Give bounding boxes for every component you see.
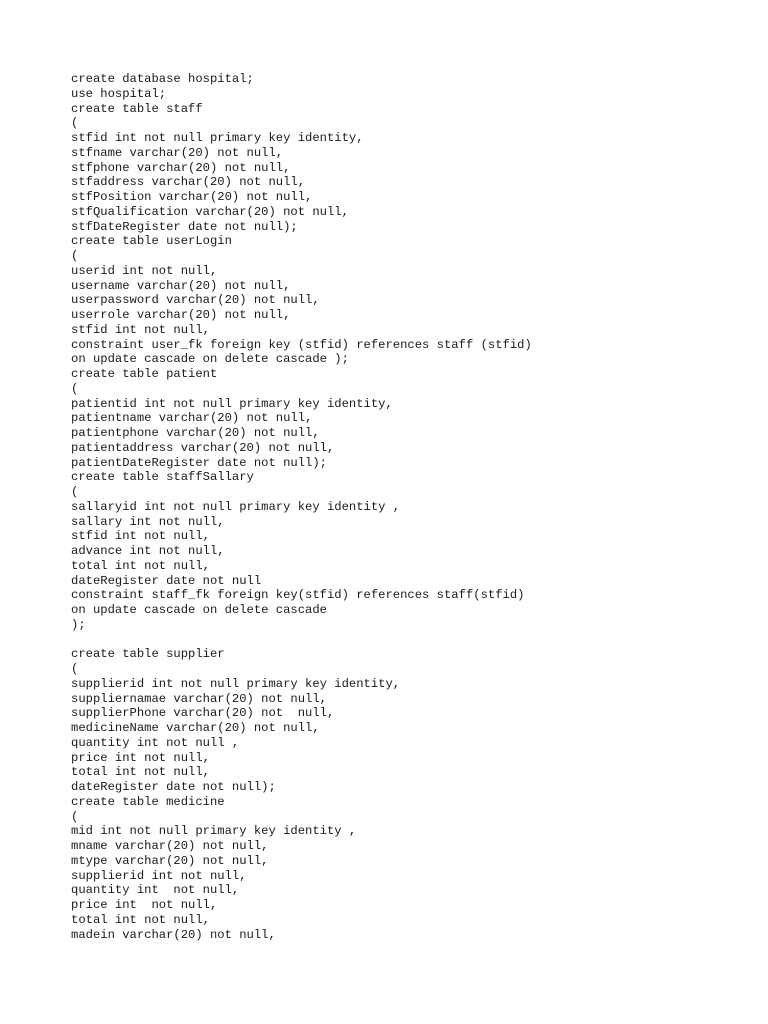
- code-line: userid int not null,: [71, 263, 218, 278]
- code-line: patientid int not null primary key identity,: [71, 396, 393, 411]
- code-line: (: [71, 485, 79, 499]
- code-line: patientname varchar(20) not null,: [71, 411, 313, 426]
- code-line: supplierid int not null,: [71, 868, 247, 883]
- code-line: create table staffSallary: [71, 470, 254, 485]
- code-line: price int not null,: [71, 750, 210, 765]
- code-line: dateRegister date not null: [71, 573, 262, 588]
- code-line: total int not null,: [71, 912, 210, 927]
- code-line: dateRegister date not null);: [71, 780, 276, 794]
- code-line: quantity int not null,: [71, 883, 240, 898]
- code-line: stfPosition varchar(20) not null,: [71, 190, 313, 204]
- code-line: stfid int not null,: [71, 529, 210, 544]
- sql-code-block: [71, 72, 532, 942]
- code-line: mtype varchar(20) not null,: [71, 853, 269, 868]
- code-line: sallary int not null,: [71, 514, 225, 529]
- code-line: (: [71, 249, 79, 263]
- code-line: mid int not null primary key identity ,: [71, 824, 357, 839]
- code-line: stfphone varchar(20) not null,: [71, 160, 291, 175]
- code-line: create table supplier: [71, 647, 225, 662]
- code-line: create table staff: [71, 101, 203, 116]
- code-line: stfaddress varchar(20) not null,: [71, 175, 306, 190]
- code-line: quantity int not null ,: [71, 735, 240, 750]
- code-line: [71, 633, 532, 648]
- code-line: total int not null,: [71, 558, 210, 573]
- code-line: (: [71, 381, 79, 396]
- code-line: create database hospital;: [71, 72, 254, 86]
- code-line: stfid int not null primary key identity,: [71, 131, 364, 145]
- code-line: username varchar(20) not null,: [71, 278, 291, 293]
- code-line: total int not null,: [71, 765, 210, 780]
- code-line: (: [71, 116, 79, 131]
- code-line: on update cascade on delete cascade: [71, 603, 327, 617]
- code-line: madein varchar(20) not null,: [71, 927, 276, 942]
- code-line: price int not null,: [71, 898, 218, 912]
- code-line: (: [71, 809, 79, 824]
- code-line: constraint staff_fk foreign key(stfid) references staff(stfid): [71, 588, 525, 603]
- code-line: userpassword varchar(20) not null,: [71, 293, 320, 308]
- code-line: medicineName varchar(20) not null,: [71, 721, 320, 735]
- code-line: );: [71, 617, 86, 632]
- code-line: suppliernamae varchar(20) not null,: [71, 691, 327, 706]
- code-line: create table medicine: [71, 794, 225, 809]
- code-line: stfDateRegister date not null);: [71, 219, 298, 234]
- code-line: stfid int not null,: [71, 322, 210, 337]
- code-line: patientDateRegister date not null);: [71, 455, 327, 470]
- code-line: create table userLogin: [71, 234, 232, 249]
- code-line: supplierPhone varchar(20) not null,: [71, 706, 335, 721]
- code-line: use hospital;: [71, 86, 167, 101]
- code-line: userrole varchar(20) not null,: [71, 308, 291, 322]
- code-line: mname varchar(20) not null,: [71, 839, 269, 853]
- code-line: on update cascade on delete cascade );: [71, 352, 349, 367]
- code-line: patientaddress varchar(20) not null,: [71, 440, 335, 455]
- code-line: stfname varchar(20) not null,: [71, 145, 284, 160]
- code-line: stfQualification varchar(20) not null,: [71, 204, 349, 219]
- code-line: supplierid int not null primary key identity,: [71, 676, 401, 691]
- code-line: sallaryid int not null primary key identity ,: [71, 499, 401, 514]
- code-line: advance int not null,: [71, 544, 225, 558]
- code-line: create table patient: [71, 367, 218, 381]
- code-line: patientphone varchar(20) not null,: [71, 426, 320, 440]
- code-line: constraint user_fk foreign key (stfid) references staff (stfid): [71, 337, 532, 352]
- code-line: (: [71, 662, 79, 676]
